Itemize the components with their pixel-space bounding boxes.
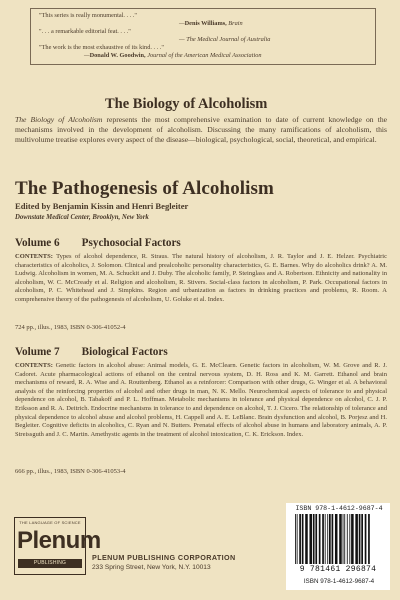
quote-source-work: The Medical Journal of Australia [186, 36, 271, 43]
barcode-bar [355, 514, 358, 564]
barcode-bar [313, 514, 315, 564]
barcode-bar [329, 514, 331, 564]
quote-text: "The work is the most exhaustive of its kind. . . ." [39, 44, 164, 51]
barcode-bar [299, 514, 301, 564]
contents-text: Genetic factors in alcohol abuse: Animal models, G. E. McClearn. Genetic factors in alcoholism, W. M. Grove and R. J. Cadoret. Acute pharmacological actions of ethanol on the central nervous system, D. H. Ross and K. M. Garrett. Ethanol and brain mechanisms of reward, R. A. Wise and A. Routtenberg. Ethanol as a reinforcer: Comparison with other drugs, G. Winger et al. A behavioral analysis of the reinforcing properties of alcohol and other drugs in man, N. K. Mello. Neurochemical aspects of tolerance to and physical dependence on alcohol, B. Tabakoff and P. L. Hoffman. Metabolic mechanisms in tolerance and physical dependence on alcohol, C. J. P. Eriksson and R. A. Deitrich. Endocrine mechanisms in tolerance to and dependence on alcohol, T. J. Cicero. The relationship of tolerance and physical dependence to alcohol abuse and alcohol problems, H. Cappell and A. E. LeBlanc. Brain dysfunction and alcohol, B. Porjesz and H. Begleiter. Cognitive deficits in alcoholics, C. Ryan and N. Butters. Prenatal effects of alcohol abuse in humans and laboratory animals, A. P. Streissguth and J. C. Martin. Amethystic agents in the treatment of alcohol intoxication, C. K. Erickson. Index. [15, 362, 387, 438]
barcode-bar [332, 514, 334, 564]
quote-source: —Donald W. Goodwin, Journal of the American Medical Association [84, 52, 262, 59]
volume-subject: Psychosocial Factors [81, 237, 181, 249]
logo-tagline: THE LANGUAGE OF SCIENCE [19, 520, 81, 525]
volume-6-heading [15, 237, 181, 249]
volume-7-heading [15, 346, 168, 358]
quote-source: — The Medical Journal of Australia [179, 36, 271, 43]
plenum-logo [14, 517, 101, 575]
barcode-bar [319, 514, 321, 564]
barcode-icon [294, 514, 386, 564]
volume-6-contents [15, 253, 387, 305]
isbn-label-bottom: ISBN 978-1-4612-9687-4 [303, 578, 375, 585]
series-title: The Biology of Alcoholism [105, 96, 268, 112]
quote-source-name: Denis Williams, [184, 20, 227, 27]
barcode-bar [351, 514, 354, 564]
barcode-bar [325, 514, 326, 564]
volume-7-meta: 666 pp., illus., 1983, ISBN 0-306-41053-4 [15, 468, 126, 475]
barcode-bar [335, 514, 338, 564]
barcode-bar [347, 514, 348, 564]
publisher-name: PLENUM PUBLISHING CORPORATION [92, 553, 236, 562]
quote-source-work: Brain [228, 20, 243, 27]
barcode-panel [286, 503, 390, 590]
barcode-bar [315, 514, 317, 564]
barcode-bar [359, 514, 361, 564]
volume-number: Volume 7 [15, 346, 60, 358]
volume-number: Volume 6 [15, 237, 60, 249]
barcode-bar [339, 514, 342, 564]
barcode-bar [365, 514, 367, 564]
quote-text: "This series is really monumental. . . ." [39, 12, 138, 19]
barcode-bar [305, 514, 308, 564]
contents-text: Types of alcohol dependence, R. Straus. The natural history of alcoholism, J. R. Taylor and J. E. Helzer. Psychiatric characteristics of alcoholics, J. Solomon. Clinical and prealcoholic personality characteristics, G. E. Barnes. Why do alcoholics drink? A. M. Ludwig. Alcoholism in women, M. A. Schuckit and J. Duby. The alcoholic family, P. Steinglass and A. Robertson. Ethnicity and nationality in alcoholism, W. C. McCready et al. Religion and alcoholism, R. Stivers. Social-class factors in alcoholism, P. Park. Occupational factors in alcoholism, P. C. Whitehead and J. Simpkins. Region and urbanization as factors in drinking practices and problems, R. Room. A comprehensive theory of the pathogenesis of alcoholism, U. Goluke et al. Index. [15, 253, 387, 303]
quote-source: —Denis Williams, Brain [179, 20, 243, 27]
logo-wordmark: Plenum [17, 527, 101, 554]
barcode-bar [302, 514, 304, 564]
barcode-bar [361, 514, 363, 564]
series-intro-title: The Biology of Alcoholism [15, 115, 103, 124]
barcode-digits: 9 781461 296874 [299, 565, 377, 574]
volume-7-contents [15, 362, 387, 439]
barcode-bar [344, 514, 345, 564]
publisher-address: 233 Spring Street, New York, N.Y. 10013 [92, 564, 211, 571]
volume-6-meta: 724 pp., illus., 1983, ISBN 0-306-41052-4 [15, 324, 126, 331]
book-title: The Pathogenesis of Alcoholism [15, 178, 274, 199]
series-intro [15, 115, 387, 145]
barcode-bar [368, 514, 370, 564]
logo-band: PUBLISHING CORPORATION [18, 559, 82, 568]
barcode-bar [322, 514, 324, 564]
book-editors: Edited by Benjamin Kissin and Henri Begleiter [15, 201, 189, 211]
contents-label: CONTENTS: [15, 253, 53, 260]
volume-subject: Biological Factors [81, 346, 168, 358]
review-quotes-box [30, 8, 376, 65]
quote-source-name: Donald W. Goodwin, [89, 52, 146, 59]
barcode-bar [309, 514, 312, 564]
contents-label: CONTENTS: [15, 362, 53, 369]
series-intro-text: represents the most comprehensive examination to date of current knowledge on the mechanisms involved in the development of alcoholism. Discussing the many ramifications of alcoholism, this multivolume treatise explores every aspect of the disease—biological, psychological, social, theoretical, and empirical. [15, 115, 387, 144]
barcode-bar [295, 514, 296, 564]
barcode-bar [297, 514, 298, 564]
quote-text: ". . . a remarkable editorial feat. . . ." [39, 28, 131, 35]
isbn-label-top: ISBN 978-1-4612-9687-4 [295, 505, 383, 512]
barcode-bar [327, 514, 328, 564]
quote-source-work: Journal of the American Medical Association [147, 52, 262, 59]
barcode-bar [349, 514, 350, 564]
barcode-bar [343, 514, 344, 564]
editor-affiliation: Downstate Medical Center, Brooklyn, New York [15, 214, 149, 221]
